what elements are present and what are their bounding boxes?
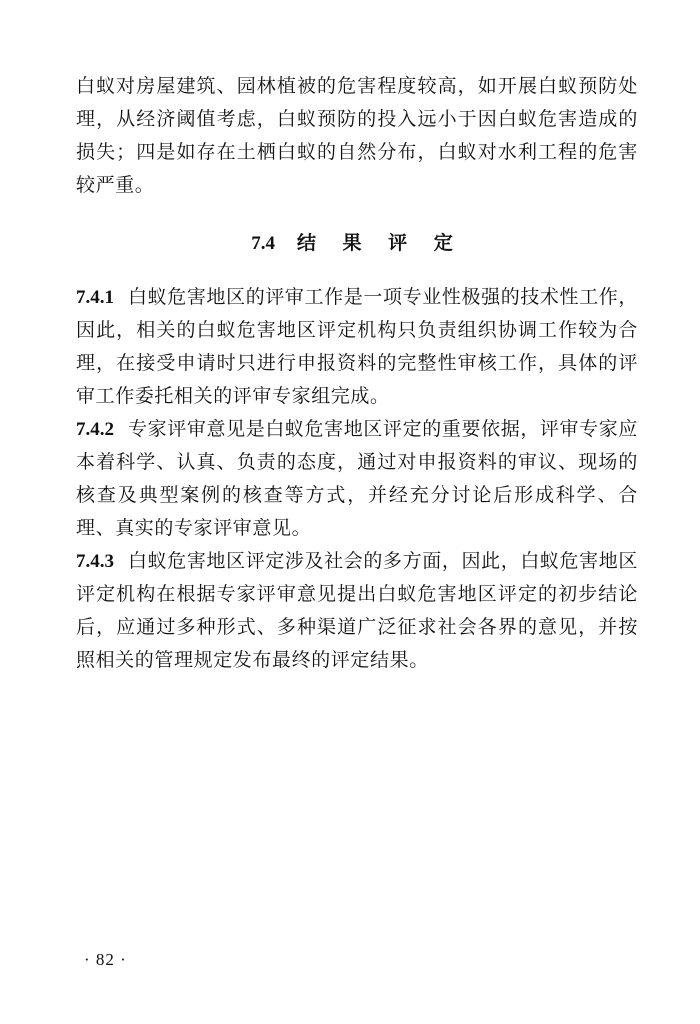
- clause-number: 7.4.2: [76, 419, 114, 440]
- section-number: 7.4: [251, 233, 275, 254]
- clause-7-4-2: [76, 413, 638, 545]
- clause-text: 白蚁危害地区评定涉及社会的多方面，因此，白蚁危害地区评定机构在根据专家评审意见提出白蚁危害地区评定的初步结论后，应通过多种形式、多种渠道广泛征求社会各界的意见，并按照相关的管理规定发布最终的评定结果。: [76, 550, 638, 671]
- page-number: · 82 ·: [84, 950, 127, 969]
- clause-7-4-3: [76, 545, 638, 677]
- clause-number: 7.4.3: [76, 551, 114, 572]
- section-heading: [76, 228, 638, 259]
- intro-paragraph: 白蚁对房屋建筑、园林植被的危害程度较高，如开展白蚁预防处理，从经济阈值考虑，白蚁预防的投入远小于因白蚁危害造成的损失；四是如存在土栖白蚁的自然分布，白蚁对水利工程的危害较严重。: [76, 75, 638, 196]
- clause-text: 专家评审意见是白蚁危害地区评定的重要依据，评审专家应本着科学、认真、负责的态度，通过对申报资料的审议、现场的核查及典型案例的核查等方式，并经充分讨论后形成科学、合理、真实的专家评审意见。: [76, 418, 638, 539]
- page-content: [76, 70, 638, 677]
- clause-number: 7.4.1: [76, 287, 114, 308]
- clause-7-4-1: [76, 281, 638, 413]
- section-title: 结 果 评 定: [296, 232, 463, 254]
- clause-text: 白蚁危害地区的评审工作是一项专业性极强的技术性工作，因此，相关的白蚁危害地区评定机构只负责组织协调工作较为合理，在接受申请时只进行申报资料的完整性审核工作，具体的评审工作委托相关的评审专家组完成。: [76, 286, 638, 407]
